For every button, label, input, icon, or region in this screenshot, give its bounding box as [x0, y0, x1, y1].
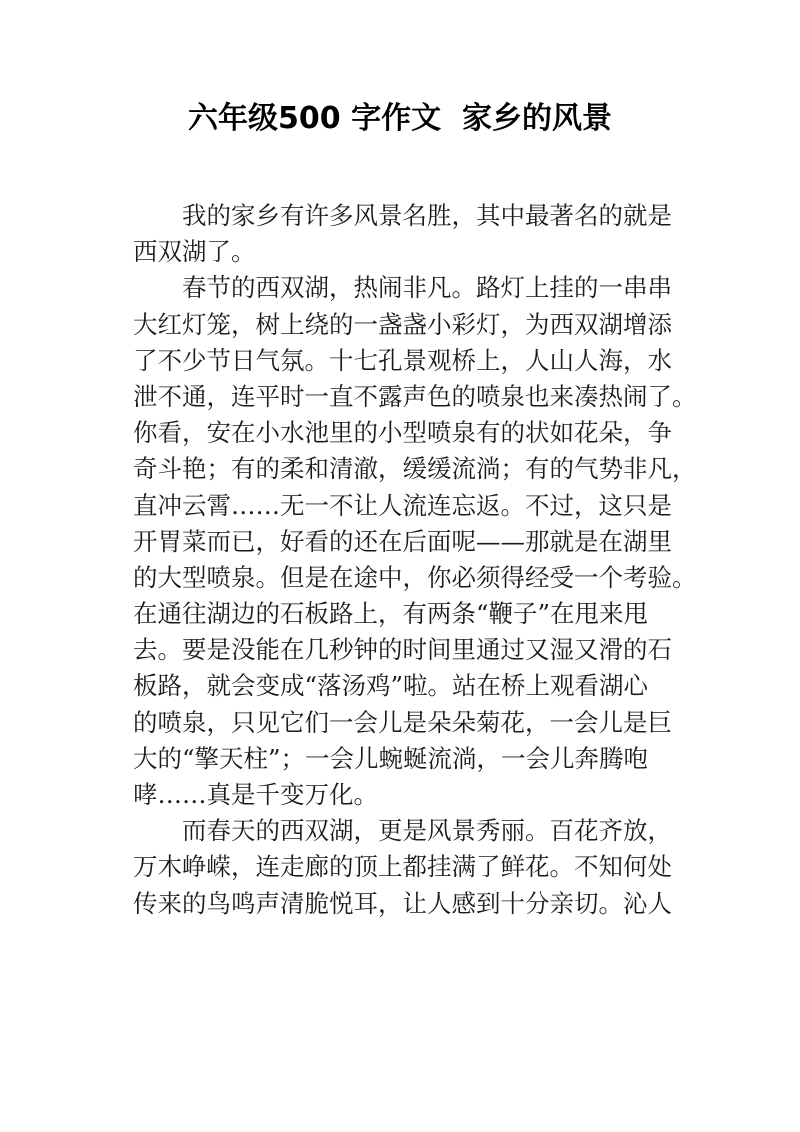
text-line: 泄不通，连平时一直不露声色的喷泉也来凑热闹了。 [133, 381, 697, 411]
text-line: 而春天的西双湖，更是风景秀丽。百花齐放， [182, 816, 672, 846]
text-line: 直冲云霄……无一不让人流连忘返。不过，这只是 [133, 490, 672, 520]
text-line: 的大型喷泉。但是在途中，你必须得经受一个考验。 [133, 562, 697, 592]
text-line: 去。要是没能在几秒钟的时间里通过又湿又滑的石 [133, 635, 672, 665]
text-line: 春节的西双湖，热闹非凡。路灯上挂的一串串 [182, 273, 672, 303]
text-line: 在通往湖边的石板路上，有两条“鞭子”在甩来甩 [133, 599, 649, 629]
text-line: 传来的鸟鸣声清脆悦耳，让人感到十分亲切。沁人 [133, 888, 672, 918]
text-line: 你看，安在小水池里的小型喷泉有的状如花朵，争 [133, 418, 672, 448]
text-line: 我的家乡有许多风景名胜，其中最著名的就是 [182, 201, 672, 230]
text-line: 板路，就会变成“落汤鸡”啦。站在桥上观看湖心 [133, 671, 649, 701]
text-line: 大的“擎天柱”；一会儿蜿蜒流淌，一会儿奔腾咆 [133, 743, 649, 773]
text-line: 大红灯笼，树上绕的一盏盏小彩灯，为西双湖增添 [133, 309, 672, 339]
text-line: 哮……真是千变万化。 [133, 780, 378, 809]
text-line: 了不少节日气氛。十七孔景观桥上，人山人海，水 [133, 345, 672, 375]
document-title: 六年级500 字作文 家乡的风景 [188, 101, 612, 136]
text-line: 开胃菜而已，好看的还在后面呢——那就是在湖里 [133, 526, 672, 556]
text-line: 的喷泉，只见它们一会儿是朵朵菊花，一会儿是巨 [133, 707, 672, 737]
text-line: 万木峥嵘，连走廊的顶上都挂满了鲜花。不知何处 [133, 852, 672, 882]
essay-body [133, 198, 697, 922]
text-line: 奇斗艳；有的柔和清澈，缓缓流淌；有的气势非凡， [133, 454, 697, 484]
text-line: 西双湖了。 [133, 237, 256, 267]
